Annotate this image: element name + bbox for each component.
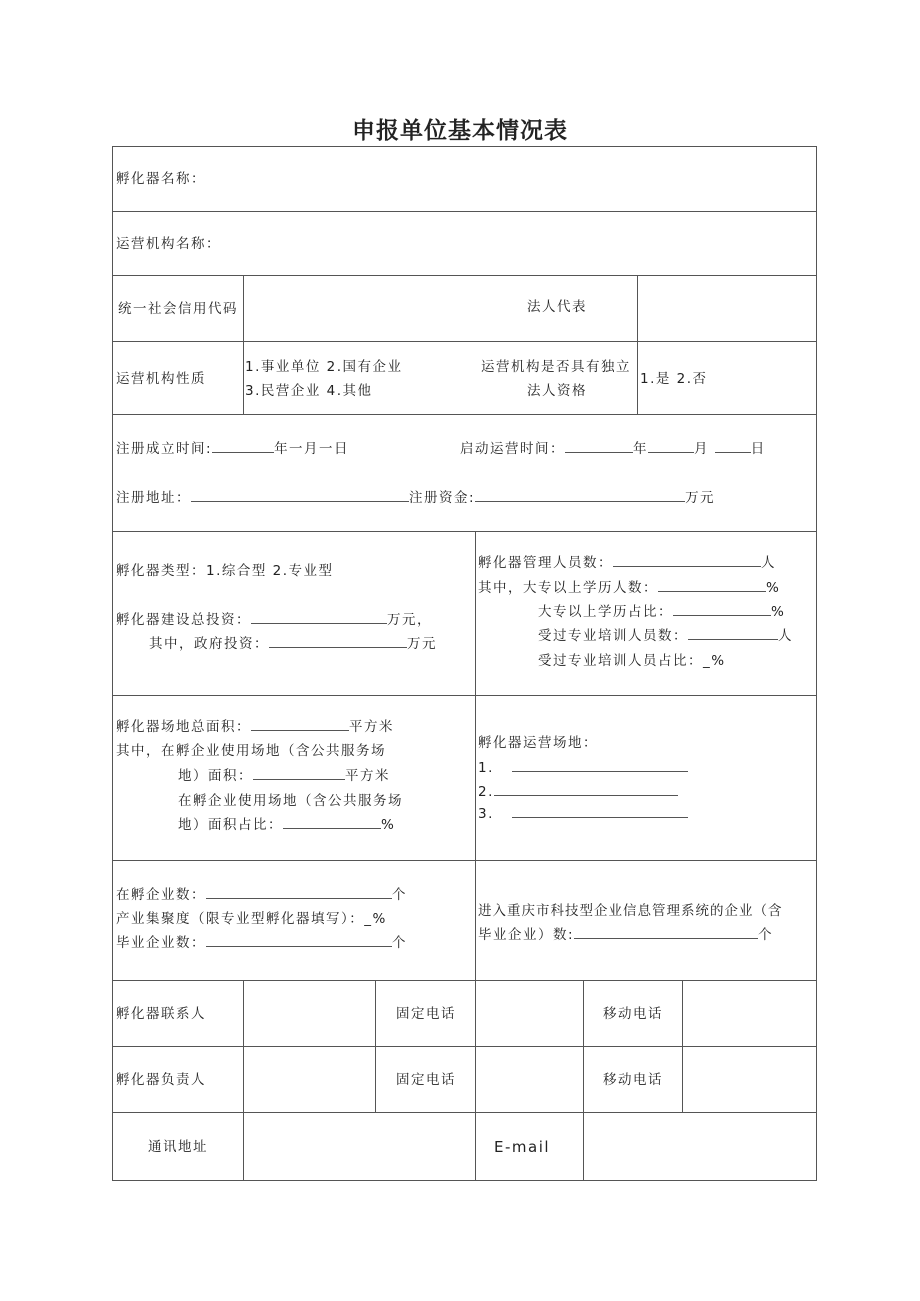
divider <box>112 341 816 342</box>
address-label: 通讯地址 <box>148 1139 208 1155</box>
site-number: 2. <box>478 784 494 800</box>
college-ratio-field <box>538 603 785 621</box>
divider <box>112 695 816 696</box>
college-field <box>478 579 780 597</box>
blank <box>283 816 381 829</box>
divider <box>243 275 244 414</box>
blank <box>253 767 345 780</box>
blank <box>494 783 678 796</box>
blank <box>512 805 688 818</box>
divider <box>243 980 244 1180</box>
divider <box>112 1180 816 1181</box>
operator-name-label: 运营机构名称： <box>116 236 221 252</box>
gov-invest-field <box>149 635 437 653</box>
divider <box>112 1046 816 1047</box>
college-label: 其中，大专以上学历人数： <box>478 580 658 596</box>
unit: 万元 <box>407 636 437 652</box>
blank <box>673 603 771 616</box>
area-ratio-field <box>178 816 395 834</box>
trained-label: 受过专业培训人员数： <box>538 628 688 644</box>
year-label: 年 <box>633 441 648 457</box>
reg-capital-label: 注册资金: <box>409 490 476 506</box>
gov-invest-label: 其中，政府投资： <box>149 636 269 652</box>
divider <box>112 275 816 276</box>
blank <box>688 627 778 640</box>
independent-label: 法人资格 <box>527 383 587 399</box>
blank <box>269 635 407 648</box>
site-item <box>478 759 688 777</box>
incubator-name-label: 孵化器名称： <box>116 171 206 187</box>
site-item <box>478 805 688 823</box>
area-total-field <box>116 718 394 736</box>
divider <box>112 531 816 532</box>
invest-field <box>116 611 432 629</box>
unit: 万元 <box>685 490 716 506</box>
blank <box>613 554 761 567</box>
nature-options: 1.事业单位 2.国有企业 <box>245 359 403 375</box>
blank <box>475 489 685 502</box>
type-label: 孵化器类型：1.综合型 2.专业型 <box>116 563 334 579</box>
site-item <box>478 783 678 801</box>
month-label: 月 <box>694 441 709 457</box>
mobile-label: 移动电话 <box>603 1006 663 1022</box>
graduated-field <box>116 934 407 952</box>
blank <box>574 926 758 939</box>
phone-label: 固定电话 <box>396 1072 456 1088</box>
blank <box>212 440 274 453</box>
trained-ratio: 受过专业培训人员占比：_% <box>538 653 726 669</box>
invest-label: 孵化器建设总投资： <box>116 612 251 628</box>
divider <box>637 275 638 414</box>
sites-label: 孵化器运营场地： <box>478 735 598 751</box>
divider <box>112 414 816 415</box>
blank <box>206 886 392 899</box>
graduated-label: 毕业企业数： <box>116 935 206 951</box>
site-number: 3. <box>478 806 494 822</box>
area-total-label: 孵化器场地总面积： <box>116 719 251 735</box>
divider <box>112 146 816 147</box>
mgmt-label: 孵化器管理人员数： <box>478 555 613 571</box>
reg-date-label: 注册成立时间: <box>116 441 213 457</box>
email-label: E-mail <box>494 1138 551 1156</box>
divider <box>112 860 816 861</box>
divider <box>112 146 113 1181</box>
credit-code-label: 统一社会信用代码 <box>118 301 238 317</box>
divider <box>583 980 584 1180</box>
trained-field <box>538 627 793 645</box>
blank <box>251 718 349 731</box>
blank <box>206 934 392 947</box>
divider <box>816 146 817 1181</box>
page-title: 申报单位基本情况表 <box>352 118 568 144</box>
system-label: 毕业企业）数: <box>478 927 575 943</box>
unit: 个 <box>392 935 407 951</box>
blank <box>512 759 688 772</box>
blank <box>251 611 387 624</box>
unit: 个 <box>758 927 774 943</box>
area-used-label: 地）面积： <box>178 768 253 784</box>
system-line: 进入重庆市科技型企业信息管理系统的企业（含 <box>478 903 783 919</box>
unit: 人 <box>778 628 793 644</box>
divider <box>475 531 476 980</box>
mobile-label: 移动电话 <box>603 1072 663 1088</box>
college-ratio-label: 大专以上学历占比： <box>538 604 673 620</box>
area-ratio-label: 地）面积占比： <box>178 817 283 833</box>
day-label: 日 <box>750 441 766 457</box>
independent-label: 运营机构是否具有独立 <box>481 359 631 375</box>
head-label: 孵化器负责人 <box>116 1072 206 1088</box>
unit: 平方米 <box>349 719 394 735</box>
unit: 平方米 <box>345 768 390 784</box>
reg-addr-field <box>116 489 715 507</box>
incubating-field <box>116 886 407 904</box>
nature-options: 3.民营企业 4.其他 <box>245 383 373 399</box>
unit: % <box>771 604 786 620</box>
contact-label: 孵化器联系人 <box>116 1006 206 1022</box>
operator-nature-label: 运营机构性质 <box>116 371 206 387</box>
divider <box>475 980 476 1180</box>
divider <box>375 980 376 1112</box>
reg-addr-label: 注册地址： <box>116 490 191 506</box>
area-line: 其中，在孵企业使用场地（含公共服务场 <box>116 743 386 759</box>
unit: 个 <box>392 887 407 903</box>
area-line: 在孵企业使用场地（含公共服务场 <box>178 793 403 809</box>
cluster-label: 产业集聚度（限专业型孵化器填写）：_% <box>116 911 387 927</box>
blank <box>648 440 694 453</box>
unit: % <box>381 817 396 833</box>
unit: 万元， <box>387 612 432 628</box>
independent-options: 1.是 2.否 <box>640 371 708 387</box>
blank <box>715 440 751 453</box>
area-used-field <box>178 767 390 785</box>
blank <box>565 440 633 453</box>
divider <box>112 211 816 212</box>
mgmt-field <box>478 554 776 572</box>
start-label: 启动运营时间： <box>460 441 565 457</box>
reg-date-suffix: 年一月一日 <box>274 441 350 457</box>
unit: 人 <box>761 555 776 571</box>
site-number: 1. <box>478 760 494 776</box>
blank <box>191 489 409 502</box>
divider <box>112 980 816 981</box>
legal-rep-label: 法人代表 <box>527 299 587 315</box>
unit: % <box>766 580 781 596</box>
divider <box>682 980 683 1112</box>
phone-label: 固定电话 <box>396 1006 456 1022</box>
divider <box>112 1112 816 1113</box>
start-date-field <box>460 440 766 458</box>
incubating-label: 在孵企业数： <box>116 887 206 903</box>
system-field <box>478 926 773 944</box>
reg-date-field <box>116 440 349 458</box>
blank <box>658 579 766 592</box>
